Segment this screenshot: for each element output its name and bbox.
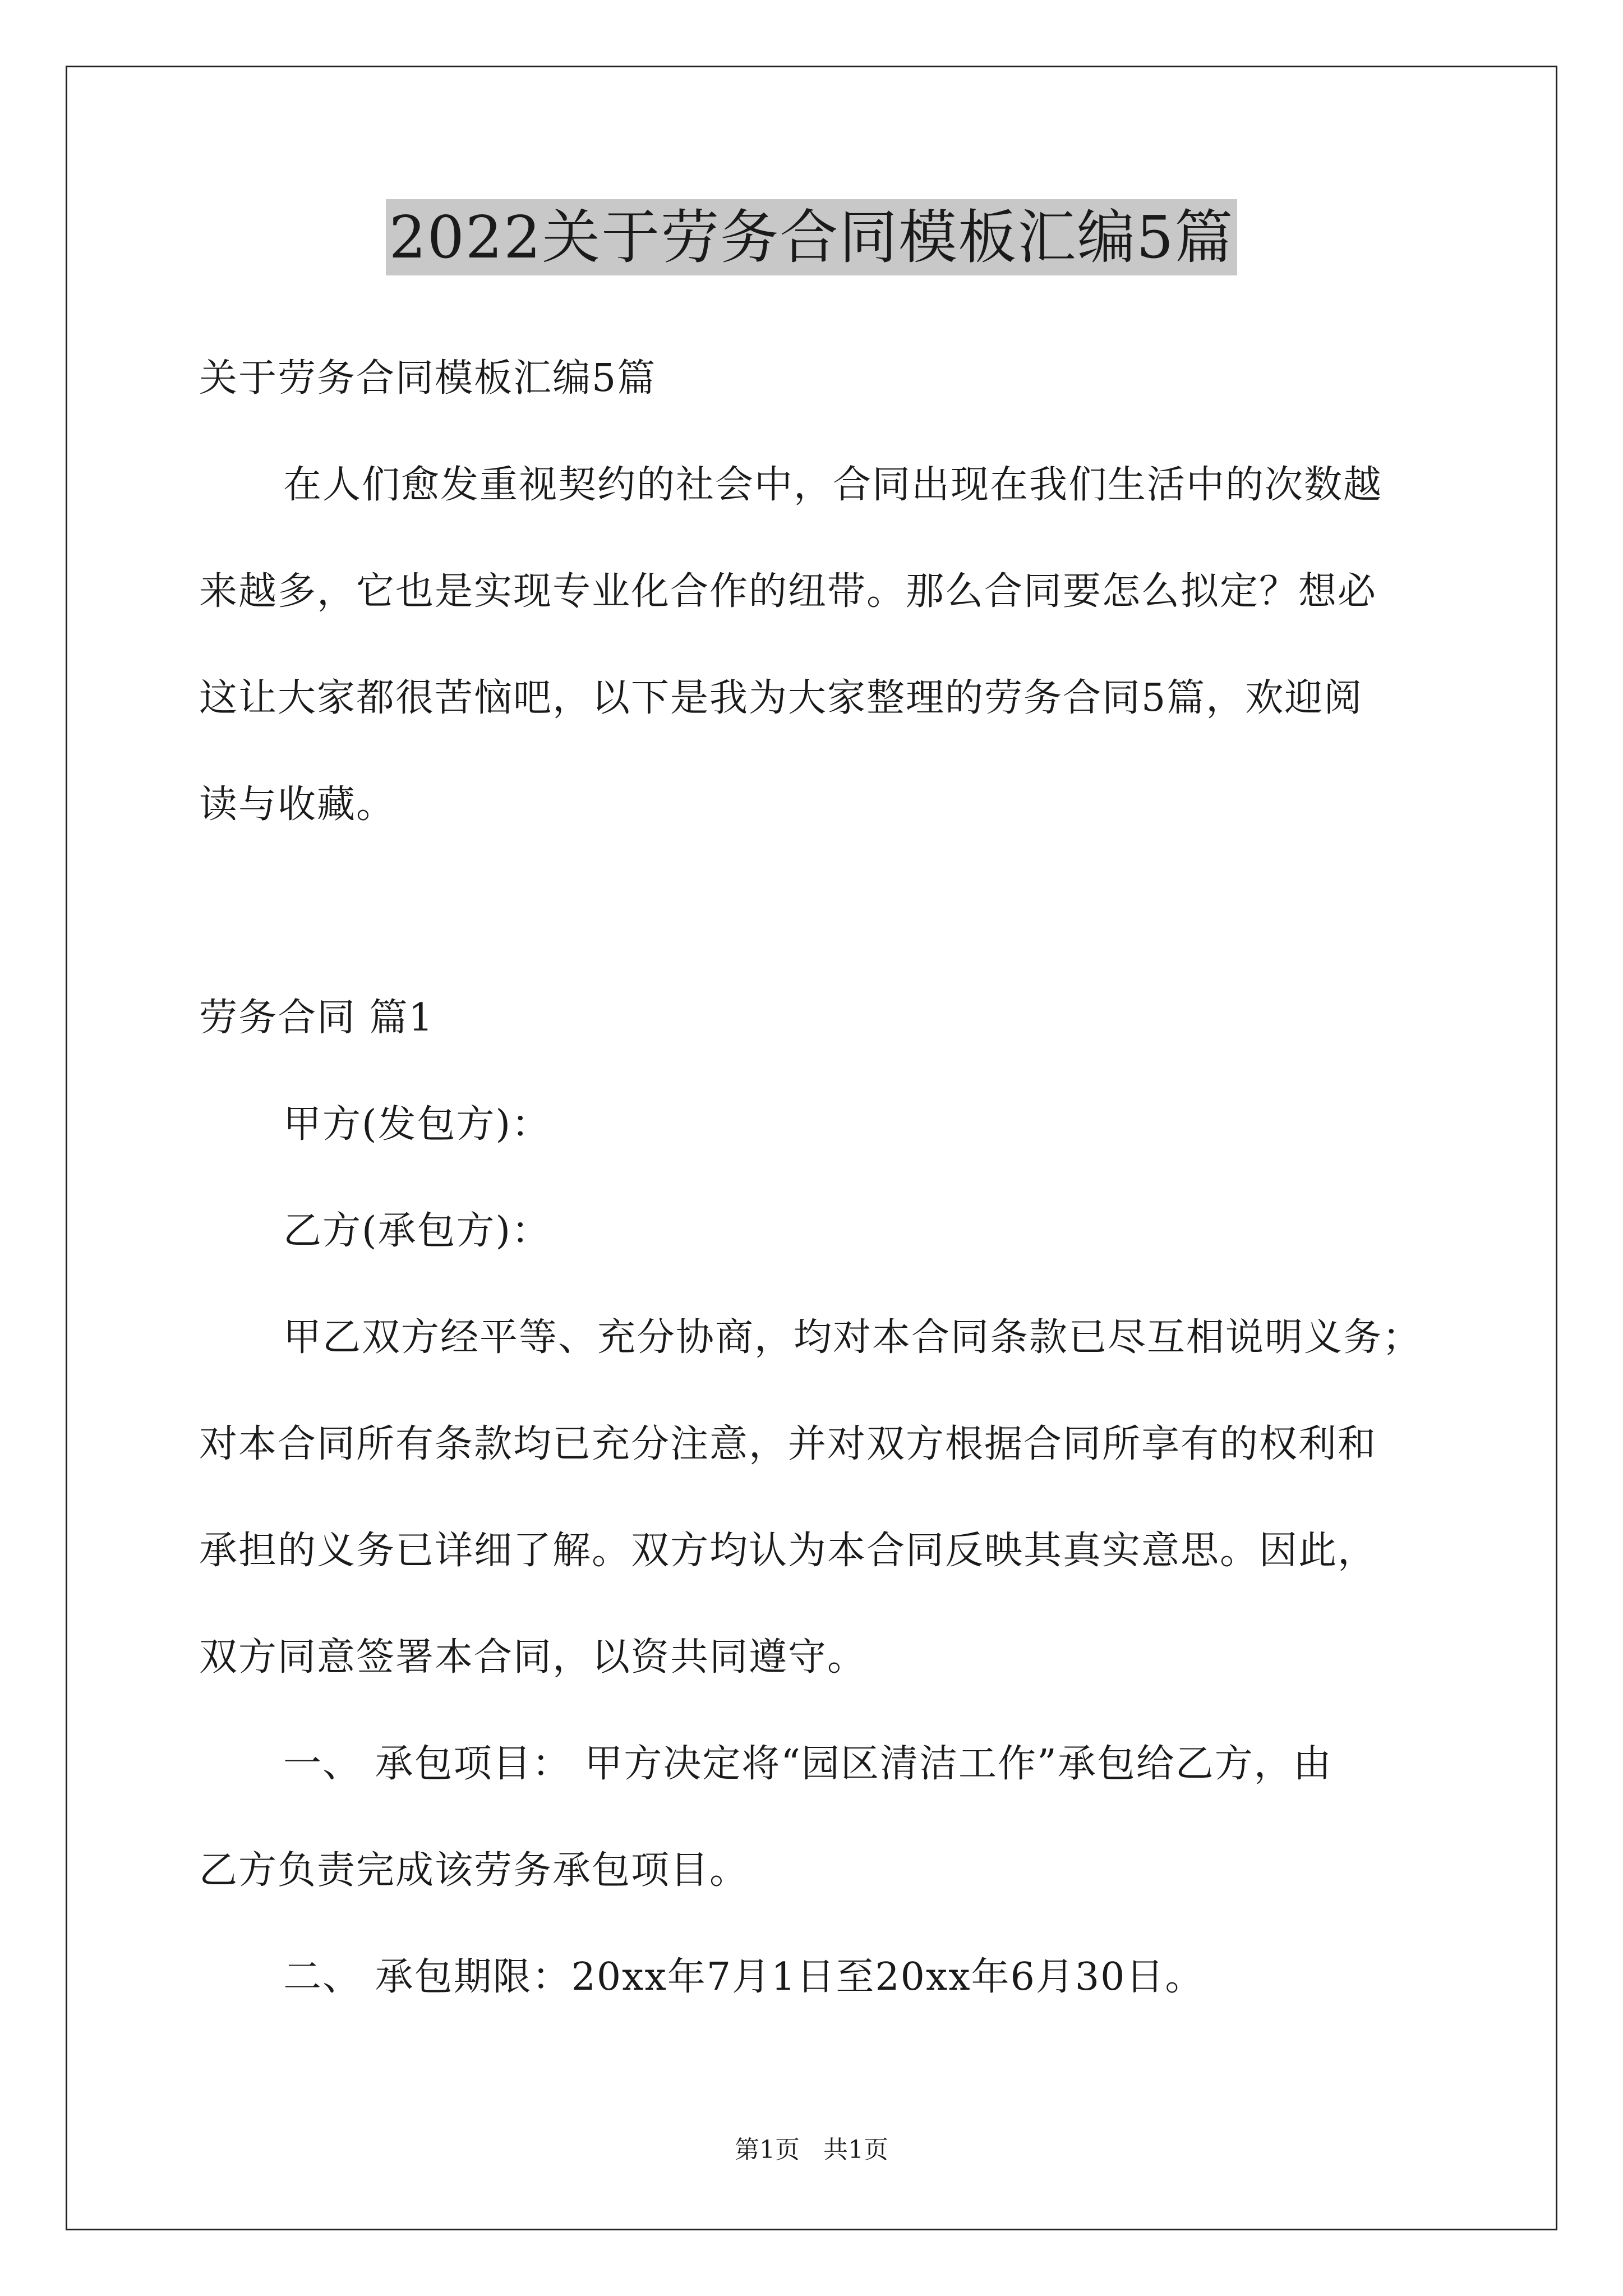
title-container: [0, 199, 1623, 275]
intro-line: 这让大家都很苦恼吧，以下是我为大家整理的劳务合同5篇，欢迎阅: [199, 676, 1363, 720]
intro-line: 来越多，它也是实现专业化合作的纽带。那么合同要怎么拟定？想必: [199, 569, 1377, 614]
party-a-label: 甲方(发包方)：: [283, 1102, 551, 1147]
clause-1-line: 一、 承包项目： 甲方决定将“园区清洁工作”承包给乙方，由: [283, 1742, 1332, 1786]
page-number-footer: 第1页 共1页: [735, 2136, 888, 2164]
agreement-line: 双方同意签署本合同，以资共同遵守。: [199, 1635, 867, 1680]
agreement-line: 承担的义务已详细了解。双方均认为本合同反映其真实意思。因此，: [199, 1529, 1377, 1573]
intro-line: 读与收藏。: [199, 783, 396, 827]
document-subtitle: 关于劳务合同模板汇编5篇: [199, 356, 657, 401]
clause-2-line: 二、 承包期限：20xx年7月1日至20xx年6月30日。: [283, 1955, 1205, 1999]
section-heading: 劳务合同 篇1: [199, 996, 434, 1040]
document-title: 2022关于劳务合同模板汇编5篇: [386, 199, 1238, 275]
party-b-label: 乙方(承包方)：: [283, 1209, 551, 1253]
agreement-line: 甲乙双方经平等、充分协商，均对本合同条款已尽互相说明义务；: [283, 1315, 1422, 1360]
intro-line: 在人们愈发重视契约的社会中，合同出现在我们生活中的次数越: [283, 463, 1383, 507]
agreement-line: 对本合同所有条款均已充分注意，并对双方根据合同所享有的权利和: [199, 1422, 1377, 1466]
clause-1-line: 乙方负责完成该劳务承包项目。: [199, 1848, 749, 1893]
